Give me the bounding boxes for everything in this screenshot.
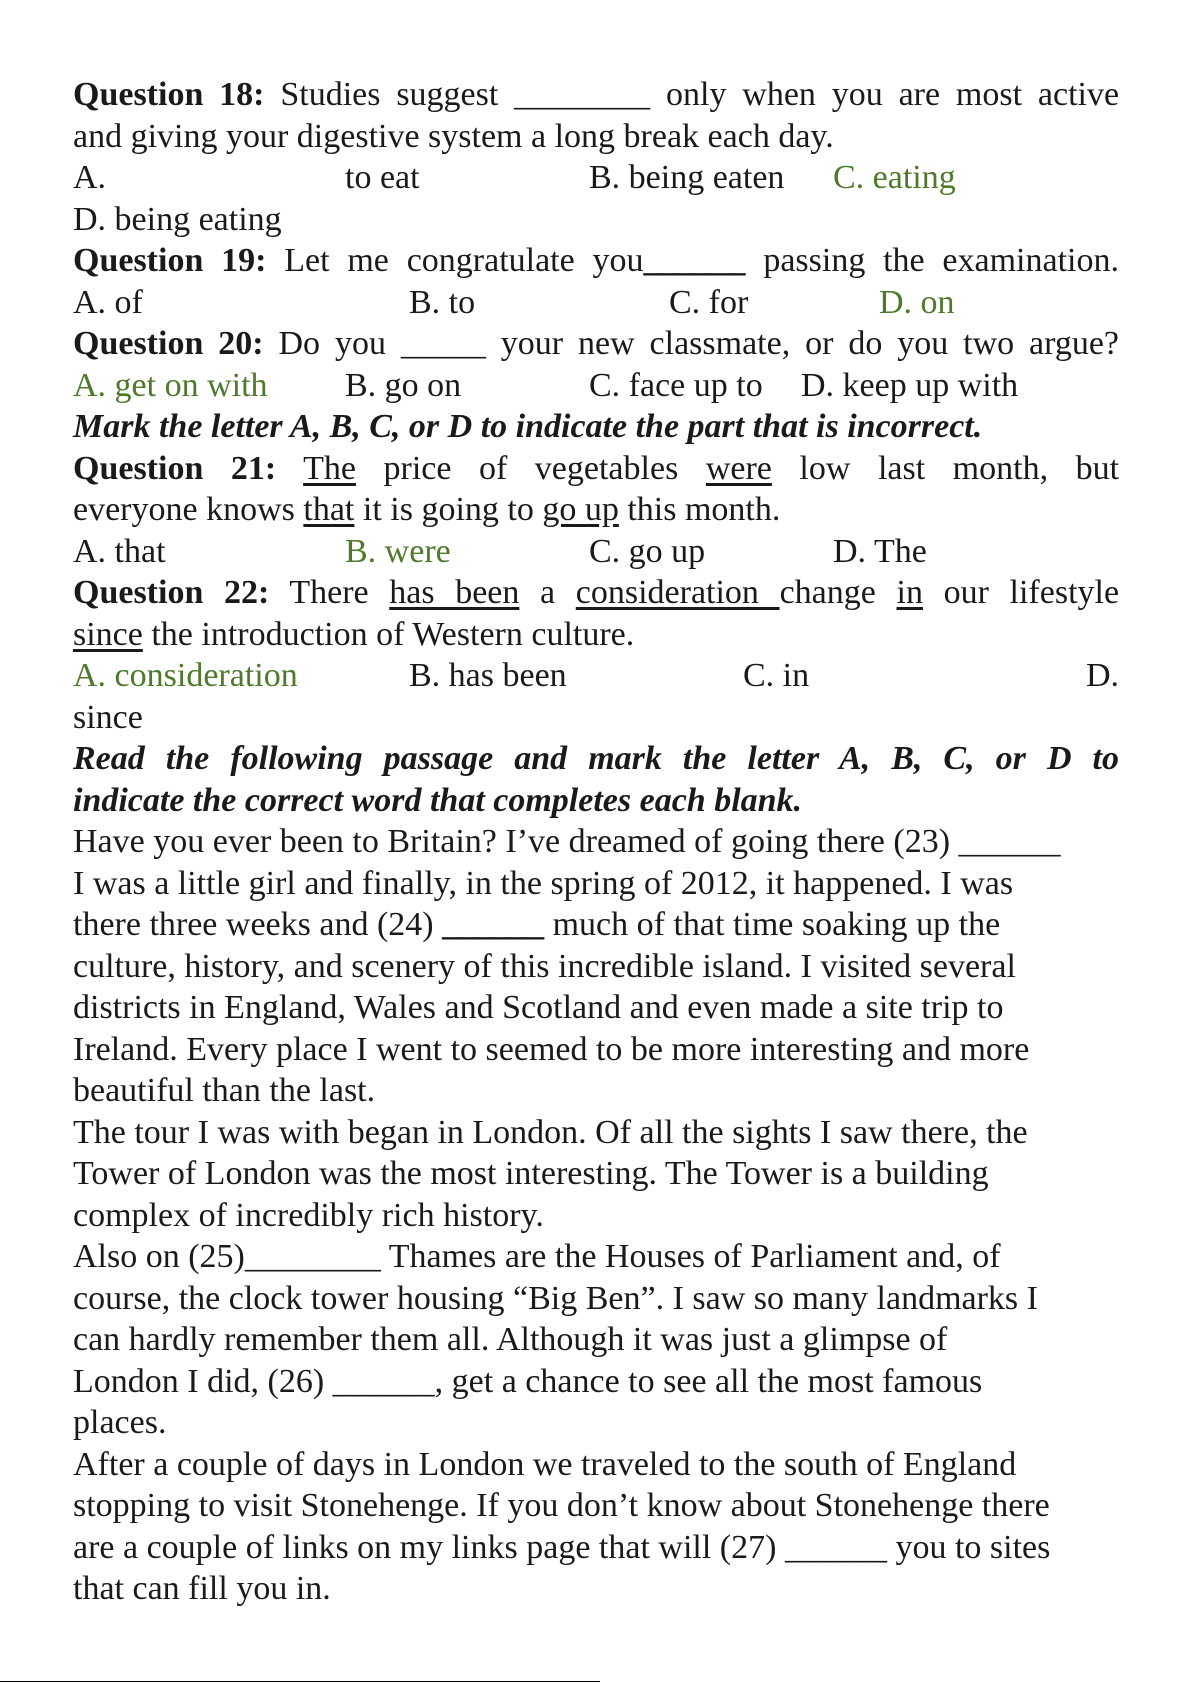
passage-p1-line7: beautiful than the last. — [73, 1072, 376, 1109]
q22-options-row — [73, 655, 1119, 697]
q20-option-a-answer: A. get on with — [73, 366, 268, 404]
q21-label: Question 21: — [73, 449, 277, 487]
q22-text-3: change — [779, 574, 876, 611]
q22-consideration-change — [576, 574, 876, 611]
q21-text-3: everyone knows — [73, 491, 295, 528]
q21-option-b-answer: B. were — [345, 532, 451, 570]
q21-text-4: it is going to — [362, 491, 534, 528]
q21-option-a: A. that — [73, 532, 166, 570]
q19-option-d-answer: D. on — [879, 283, 955, 321]
q21-underlined-the: The — [303, 449, 356, 487]
q21-text-5: this month. — [627, 491, 781, 528]
instruction-passage-line2: indicate the correct word that completes each blank. — [73, 781, 803, 819]
q18-blank: ________ — [514, 76, 651, 113]
q21-options-row — [73, 531, 1119, 573]
document-body — [73, 74, 1119, 1610]
q18-option-d: D. being eating — [73, 200, 282, 238]
q19-option-b: B. to — [409, 283, 476, 321]
q21-text-1: price of vegetables — [383, 449, 679, 487]
q21-underlined-that: that — [303, 491, 355, 528]
q22-option-c: C. in — [743, 657, 810, 694]
q21-underlined-were: were — [705, 449, 772, 487]
q18-stem-a: Studies suggest — [280, 76, 499, 113]
q18-stem-c: and giving your digestive system a long break each day. — [73, 117, 834, 155]
passage-p3-line4: London I did, (26) ______, get a chance to see all the most famous — [73, 1362, 983, 1400]
q18-stem-b: only when you are most active — [666, 76, 1120, 113]
q20-options-row — [73, 365, 1119, 407]
q20-option-c: C. face up to — [589, 366, 763, 404]
passage-p3-line2: course, the clock tower housing “Big Ben”. I saw so many landmarks I — [73, 1279, 1038, 1317]
passage-p1-line6: Ireland. Every place I went to seemed to be more interesting and more — [73, 1030, 1030, 1068]
passage-p1-line3-b: much of that time soaking up the — [552, 906, 1001, 943]
passage-p3-line3: can hardly remember them all. Although it was just a glimpse of — [73, 1321, 948, 1358]
passage-blank-24: ______ — [442, 906, 545, 943]
q20-stem-line — [73, 323, 1119, 365]
q22-option-b: B. has been — [409, 657, 567, 694]
passage-p4-line1: After a couple of days in London we traveled to the south of England — [73, 1445, 1017, 1483]
passage-p2-line3: complex of incredibly rich history. — [73, 1196, 544, 1234]
q18-option-c-answer: C. eating — [833, 159, 956, 196]
q19-label: Question 19: — [73, 242, 267, 279]
q22-option-d-letter: D. — [1085, 657, 1119, 694]
q19-stem-a-text: Let me congratulate you — [284, 242, 644, 279]
q21-stem-line1 — [73, 448, 1119, 490]
passage-p4-line2: stopping to visit Stonehenge. If you don’t know about Stonehenge there — [73, 1487, 1050, 1524]
passage-p1-line3-a: there three weeks and (24) — [73, 906, 434, 943]
q20-label: Question 20: — [73, 325, 264, 362]
q20-stem-b: your new classmate, or do you two argue? — [500, 325, 1120, 362]
q22-text-2: a — [540, 574, 556, 611]
q18-options-row — [73, 157, 1119, 199]
q22-stem-line2 — [73, 614, 1119, 656]
instruction-passage-line1: Read the following passage and mark the letter A, B, C, or D to — [73, 740, 1119, 777]
q18-label: Question 18: — [73, 76, 265, 113]
q22-underlined-has-been: has been — [389, 574, 520, 611]
q19-stem-b: passing the examination. — [763, 242, 1119, 279]
passage-p4-line3: are a couple of links on my links page that will (27) ______ you to sites — [73, 1528, 1051, 1566]
q21-option-d: D. The — [833, 532, 927, 570]
q19-blank: ______ — [643, 242, 746, 279]
passage-p4-line4: that can fill you in. — [73, 1570, 331, 1607]
passage-p1-line1: Have you ever been to Britain? I’ve dreamed of going there (23) ______ — [73, 823, 1061, 860]
q22-text-4: our lifestyle — [943, 574, 1120, 611]
q18-option-a-letter: A. — [73, 159, 107, 196]
q22-option-d-text: since — [73, 698, 143, 736]
passage-p1-line3 — [73, 904, 1119, 946]
q22-underlined-in: in — [896, 574, 923, 611]
q22-stem-line1 — [73, 572, 1119, 614]
q19-options-row — [73, 282, 1119, 324]
q19-option-c: C. for — [669, 283, 749, 321]
q20-option-d: D. keep up with — [801, 366, 1019, 404]
q21-underlined-go-up: go up — [542, 491, 619, 528]
passage-p3-line1: Also on (25)________ Thames are the Houses of Parliament and, of — [73, 1238, 1001, 1275]
q19-option-a: A. of — [73, 283, 143, 321]
q22-text-1: There — [289, 574, 369, 611]
q22-underlined-consideration: consideration — [575, 574, 759, 611]
q18-option-d-row — [73, 199, 1119, 241]
q18-stem-line1 — [73, 74, 1119, 116]
passage-p3-line5: places. — [73, 1404, 167, 1441]
q22-underlined-since: since — [73, 615, 143, 653]
passage-p1-line4: culture, history, and scenery of this incredible island. I visited several — [73, 947, 1016, 985]
q20-stem-a: Do you — [278, 325, 386, 362]
q22-label: Question 22: — [73, 574, 270, 611]
instruction-incorrect-part: Mark the letter A, B, C, or D to indicate the part that is incorrect. — [73, 408, 983, 445]
footer-divider — [0, 1681, 600, 1682]
q21-text-2: low last month, but — [799, 449, 1120, 487]
q20-option-b: B. go on — [345, 366, 462, 404]
q22-option-d-row — [73, 697, 1119, 739]
q18-option-b: B. being eaten — [589, 159, 785, 196]
passage-p1-line5: districts in England, Wales and Scotland and even made a site trip to — [73, 989, 1004, 1026]
q18-option-a-text: to eat — [345, 159, 420, 196]
q19-stem-a — [284, 242, 745, 279]
q22-text-5: the introduction of Western culture. — [151, 615, 635, 653]
q21-stem-line2 — [73, 489, 1119, 531]
passage-p2-line2: Tower of London was the most interesting. The Tower is a building — [73, 1155, 989, 1192]
q18-stem-line2 — [73, 116, 1119, 158]
q20-blank: _____ — [400, 325, 486, 362]
passage-p1-line2: I was a little girl and finally, in the spring of 2012, it happened. I was — [73, 864, 1014, 902]
q19-stem-line — [73, 240, 1119, 282]
q22-option-a-answer: A. consideration — [73, 657, 298, 694]
q21-option-c: C. go up — [589, 532, 706, 570]
passage-p2-line1: The tour I was with began in London. Of all the sights I saw there, the — [73, 1113, 1028, 1151]
